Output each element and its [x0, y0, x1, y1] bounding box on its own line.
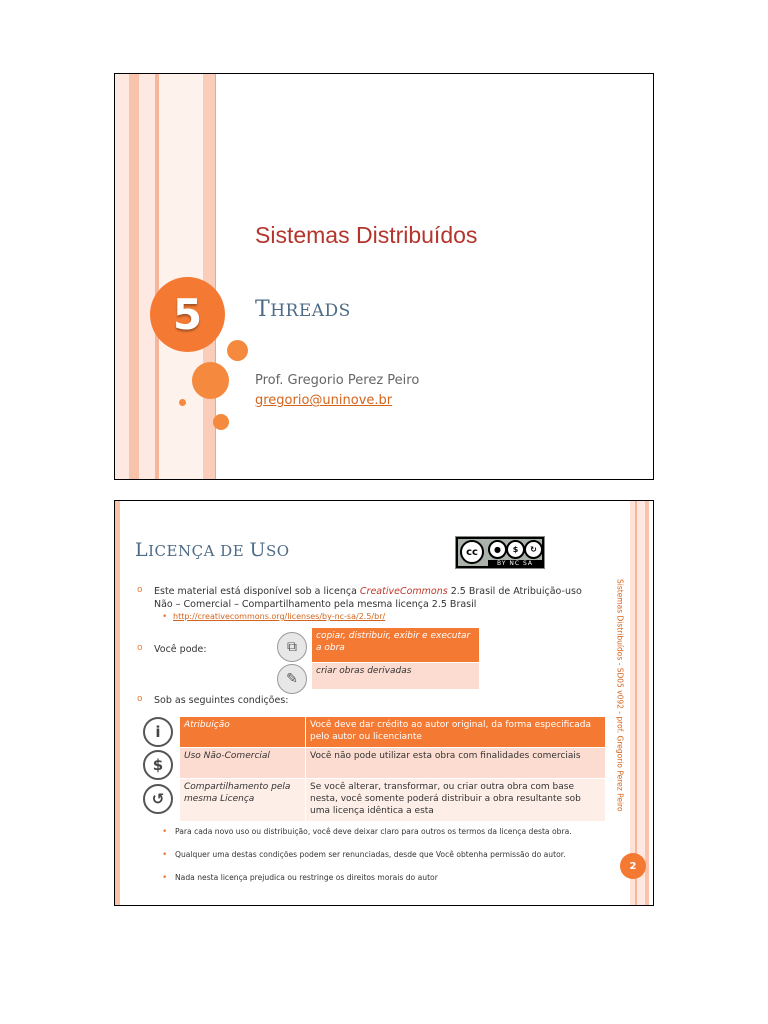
- slide-1: [114, 73, 654, 480]
- permission-copy: copiar, distribuir, exibir e executar a obra: [312, 628, 479, 662]
- table-row: [180, 717, 606, 748]
- bullet-marker: •: [162, 827, 168, 837]
- condition-desc: Você deve dar crédito ao autor original, da forma especificada pelo autor ou licenciante: [306, 717, 606, 748]
- author-name: Prof. Gregorio Perez Peiro: [255, 373, 420, 388]
- slide-title: Sistemas Distribuídos: [255, 222, 478, 248]
- sharealike-icon: ↺: [143, 784, 173, 814]
- table-row: [180, 779, 606, 822]
- topic-rest: HREADS: [270, 301, 351, 321]
- condition-desc: Você não pode utilizar esta obra com finalidades comerciais: [306, 748, 606, 779]
- remix-icon: ✎: [277, 664, 307, 694]
- bullet-marker: •: [162, 873, 168, 883]
- by-icon: ●: [488, 540, 507, 559]
- conditions-table: [179, 716, 606, 822]
- cc-icon: cc: [460, 540, 484, 564]
- bullet-marker: •: [162, 850, 168, 860]
- intro-text: [154, 585, 594, 611]
- decor-stripe: [139, 74, 155, 479]
- bullet-marker: o: [137, 694, 143, 704]
- decor-circle: [213, 414, 229, 430]
- title-part: L: [135, 539, 149, 561]
- bullet-marker: •: [162, 612, 168, 622]
- note-text: Qualquer uma destas condições podem ser renunciadas, desde que Você obtenha permissão do autor.: [175, 850, 566, 859]
- intro-after: 2.5 Brasil de Atribuição-uso Não – Comercial – Compartilhamento pela mesma licença 2.5 Brasil: [154, 586, 582, 610]
- decor-stripe: [115, 501, 120, 905]
- condition-name: Atribuição: [180, 717, 306, 748]
- page-number: 2: [620, 853, 646, 879]
- topic-first-letter: T: [255, 297, 271, 322]
- nc-icon: $: [506, 540, 525, 559]
- decor-circle: [227, 340, 248, 361]
- title-part: ICENÇA DE: [148, 542, 250, 560]
- condition-name: Compartilhamento pela mesma Licença: [180, 779, 306, 822]
- noncommercial-icon: $: [143, 750, 173, 780]
- slide-topic: [255, 297, 351, 322]
- sa-icon: ↻: [524, 540, 543, 559]
- decor-circle: [179, 399, 186, 406]
- cc-badge-text: BY NC SA: [488, 560, 542, 568]
- intro-before: Este material está disponível sob a licença: [154, 586, 360, 597]
- title-part: U: [249, 539, 266, 561]
- intro-cc: CreativeCommons: [359, 586, 448, 597]
- attribution-icon: i: [143, 717, 173, 747]
- copy-icon: ⧉: [277, 632, 307, 662]
- permission-derive: criar obras derivadas: [312, 663, 479, 689]
- decor-stripe: [129, 74, 139, 479]
- decor-stripe: [115, 74, 129, 479]
- voce-pode-label: Você pode:: [154, 644, 207, 655]
- bullet-marker: o: [137, 585, 143, 595]
- side-footer: [613, 579, 627, 829]
- title-part: SO: [265, 542, 290, 560]
- license-link[interactable]: http://creativecommons.org/licenses/by-nc-sa/2.5/br/: [173, 612, 386, 621]
- slide-title: [135, 539, 290, 561]
- side-footer-text: Sistemas Distribuídos - SD05 v092 - prof. Gregorio Perez Peiro: [615, 579, 625, 812]
- table-row: [180, 748, 606, 779]
- decor-circle: [192, 362, 229, 399]
- condition-desc: Se você alterar, transformar, ou criar outra obra com base nesta, você somente poderá distribuir a obra resultante sob uma licença idêntica a esta: [306, 779, 606, 822]
- condition-name: Uso Não-Comercial: [180, 748, 306, 779]
- bullet-marker: o: [137, 643, 143, 653]
- chapter-number-badge: 5: [150, 277, 225, 352]
- author-email-link[interactable]: gregorio@uninove.br: [255, 393, 393, 408]
- note-text: Para cada novo uso ou distribuição, você deve deixar claro para outros os termos da licença desta obra.: [175, 827, 572, 836]
- decor-stripe: [637, 501, 645, 905]
- note-text: Nada nesta licença prejudica ou restringe os direitos morais do autor: [175, 873, 438, 882]
- conditions-label: Sob as seguintes condições:: [154, 695, 289, 706]
- decor-stripe: [645, 501, 649, 905]
- cc-license-badge[interactable]: [455, 536, 545, 569]
- slide-2: [114, 500, 654, 906]
